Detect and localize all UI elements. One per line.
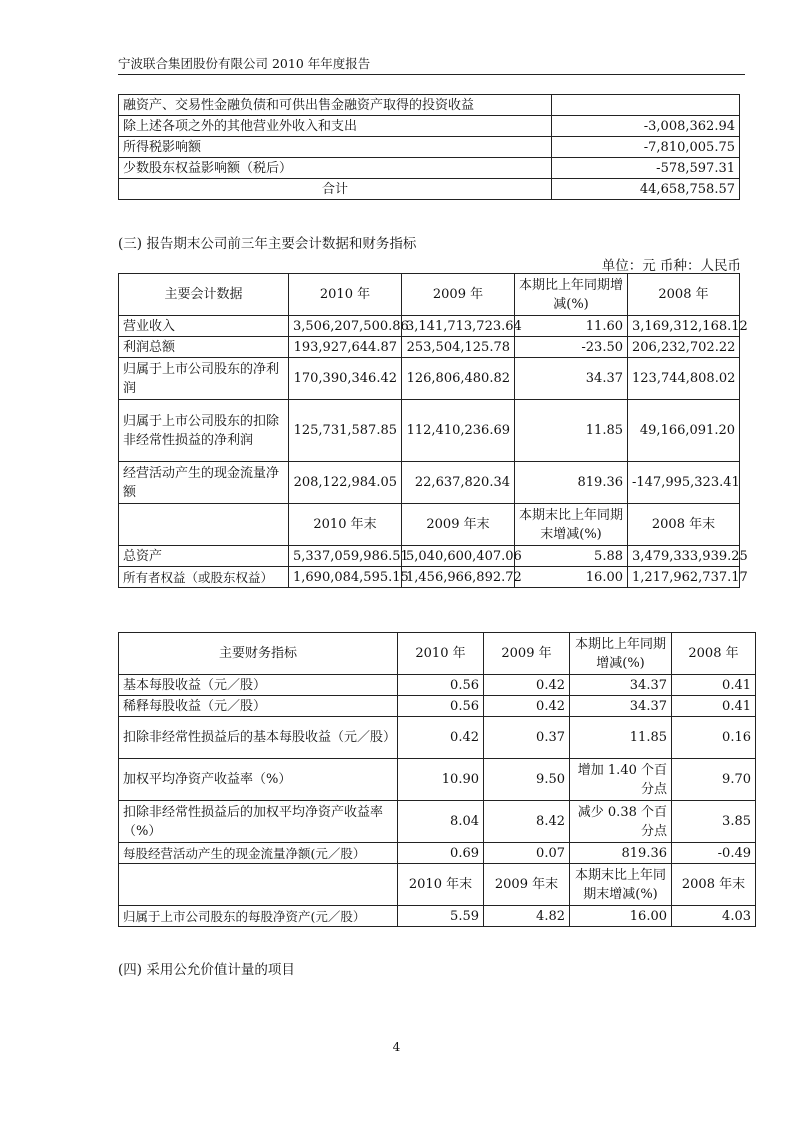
table-row <box>119 95 740 116</box>
page-number: 4 <box>392 1040 401 1054</box>
table-header-row <box>119 504 740 546</box>
table-row <box>119 675 756 696</box>
table-cell: 增加 1.40 个百分点 <box>570 759 672 801</box>
table-cell: 253,504,125.78 <box>402 337 515 358</box>
table-cell: -3,008,362.94 <box>552 116 740 137</box>
table-cell: 123,744,808.02 <box>628 358 740 400</box>
header-cell: 本期末比上年同期末增减(%) <box>515 504 628 546</box>
table-cell: 所得税影响额 <box>119 137 552 158</box>
table-cell: -7,810,005.75 <box>552 137 740 158</box>
table-cell: 819.36 <box>515 462 628 504</box>
section-3-title: (三) 报告期末公司前三年主要会计数据和财务指标 <box>118 236 417 252</box>
table-cell: 34.37 <box>570 675 672 696</box>
table-cell: 3,506,207,500.86 <box>289 316 402 337</box>
table-row <box>119 400 740 462</box>
financial-indicators-table <box>118 632 756 927</box>
header-cell: 2009 年 <box>402 274 515 316</box>
table-cell: 44,658,758.57 <box>552 179 740 200</box>
header-cell: 2008 年末 <box>672 864 756 906</box>
table-cell: 归属于上市公司股东的净利润 <box>119 358 289 400</box>
table-cell: 基本每股收益（元／股） <box>119 675 398 696</box>
table-cell: 11.85 <box>515 400 628 462</box>
table-cell: 稀释每股收益（元／股） <box>119 696 398 717</box>
header-cell: 本期末比上年同期末增减(%) <box>570 864 672 906</box>
table-cell: 3.85 <box>672 801 756 843</box>
table-cell: 5,040,600,407.06 <box>402 546 515 567</box>
table-row <box>119 567 740 588</box>
table-cell: 所有者权益（或股东权益） <box>119 567 289 588</box>
table-cell: 融资产、交易性金融负债和可供出售金融资产取得的投资收益 <box>119 95 552 116</box>
header-cell: 2009 年 <box>484 633 570 675</box>
header-cell: 主要财务指标 <box>119 633 398 675</box>
table-row <box>119 696 756 717</box>
table-cell: 1,690,084,595.15 <box>289 567 402 588</box>
table-cell: 0.42 <box>398 717 484 759</box>
header-cell: 本期比上年同期增减(%) <box>515 274 628 316</box>
table-row <box>119 717 756 759</box>
table-cell: 49,166,091.20 <box>628 400 740 462</box>
table-cell: 11.85 <box>570 717 672 759</box>
table-header-row <box>119 864 756 906</box>
table-cell: 206,232,702.22 <box>628 337 740 358</box>
header-divider <box>118 74 745 75</box>
table-row <box>119 906 756 927</box>
table-cell: 193,927,644.87 <box>289 337 402 358</box>
table-row <box>119 358 740 400</box>
table-cell: 34.37 <box>570 696 672 717</box>
header-cell: 2009 年末 <box>402 504 515 546</box>
table-cell: 扣除非经常性损益后的基本每股收益（元／股） <box>119 717 398 759</box>
table-cell: 营业收入 <box>119 316 289 337</box>
table-cell: 22,637,820.34 <box>402 462 515 504</box>
table-cell: 34.37 <box>515 358 628 400</box>
table-cell: 0.42 <box>484 675 570 696</box>
section-4-title: (四) 采用公允价值计量的项目 <box>118 962 295 978</box>
header-cell: 主要会计数据 <box>119 274 289 316</box>
table-cell: 4.82 <box>484 906 570 927</box>
table-cell: 16.00 <box>515 567 628 588</box>
report-header: 宁波联合集团股份有限公司 2010 年年度报告 <box>118 56 371 71</box>
table-cell: -578,597.31 <box>552 158 740 179</box>
table-header-row <box>119 274 740 316</box>
table-row <box>119 801 756 843</box>
accounting-data-table <box>118 273 748 588</box>
table-cell: 每股经营活动产生的现金流量净额(元／股） <box>119 843 398 864</box>
table-cell: 8.42 <box>484 801 570 843</box>
table-cell: 9.50 <box>484 759 570 801</box>
table-cell: 0.42 <box>484 696 570 717</box>
non-recurring-items-table <box>118 94 740 200</box>
table-cell: 3,141,713,723.64 <box>402 316 515 337</box>
table-cell: -23.50 <box>515 337 628 358</box>
table-cell: 8.04 <box>398 801 484 843</box>
header-cell: 2010 年 <box>398 633 484 675</box>
table-row <box>119 759 756 801</box>
table-row <box>119 337 740 358</box>
header-cell: 2010 年 <box>289 274 402 316</box>
header-cell: 2010 年末 <box>398 864 484 906</box>
header-cell: 2009 年末 <box>484 864 570 906</box>
header-cell <box>119 504 289 546</box>
table-cell: 0.41 <box>672 696 756 717</box>
table-cell: 16.00 <box>570 906 672 927</box>
table-cell: -147,995,323.41 <box>628 462 740 504</box>
table-cell: 170,390,346.42 <box>289 358 402 400</box>
table-row <box>119 158 740 179</box>
table-row <box>119 462 740 504</box>
table-cell: 经营活动产生的现金流量净额 <box>119 462 289 504</box>
table-cell: 合计 <box>119 179 552 200</box>
table-cell: 0.69 <box>398 843 484 864</box>
table-cell: 208,122,984.05 <box>289 462 402 504</box>
table-cell: 减少 0.38 个百分点 <box>570 801 672 843</box>
header-cell: 2008 年 <box>672 633 756 675</box>
table-cell: 112,410,236.69 <box>402 400 515 462</box>
table-cell: 利润总额 <box>119 337 289 358</box>
table-cell: 0.56 <box>398 675 484 696</box>
table-cell: 扣除非经常性损益后的加权平均净资产收益率（%） <box>119 801 398 843</box>
table-cell: 9.70 <box>672 759 756 801</box>
table-cell: 5.88 <box>515 546 628 567</box>
table-row <box>119 546 740 567</box>
header-cell <box>119 864 398 906</box>
table-cell: 归属于上市公司股东的每股净资产(元／股） <box>119 906 398 927</box>
header-cell: 2008 年 <box>628 274 740 316</box>
header-cell: 2008 年末 <box>628 504 740 546</box>
table-cell: 少数股东权益影响额（税后） <box>119 158 552 179</box>
table-row <box>119 137 740 158</box>
table-cell: 加权平均净资产收益率（%） <box>119 759 398 801</box>
table-cell: 5,337,059,986.51 <box>289 546 402 567</box>
table-cell: 4.03 <box>672 906 756 927</box>
table-cell: 0.41 <box>672 675 756 696</box>
table-cell: 125,731,587.85 <box>289 400 402 462</box>
table-cell: 5.59 <box>398 906 484 927</box>
table-cell: 0.56 <box>398 696 484 717</box>
table-cell: 1,456,966,892.72 <box>402 567 515 588</box>
table-row <box>119 316 740 337</box>
table-cell: 10.90 <box>398 759 484 801</box>
table-cell: 归属于上市公司股东的扣除非经常性损益的净利润 <box>119 400 289 462</box>
table-cell: -0.49 <box>672 843 756 864</box>
table-cell: 11.60 <box>515 316 628 337</box>
unit-label: 单位：元 币种：人民币 <box>601 258 741 274</box>
table-cell: 1,217,962,737.17 <box>628 567 740 588</box>
table-cell: 3,479,333,939.25 <box>628 546 740 567</box>
header-cell: 本期比上年同期增减(%) <box>570 633 672 675</box>
table-cell: 0.37 <box>484 717 570 759</box>
table-cell: 总资产 <box>119 546 289 567</box>
table-row <box>119 116 740 137</box>
table-row <box>119 179 740 200</box>
table-header-row <box>119 633 756 675</box>
table-cell <box>552 95 740 116</box>
table-cell: 126,806,480.82 <box>402 358 515 400</box>
table-row <box>119 843 756 864</box>
table-cell: 0.16 <box>672 717 756 759</box>
table-cell: 3,169,312,168.12 <box>628 316 740 337</box>
table-cell: 除上述各项之外的其他营业外收入和支出 <box>119 116 552 137</box>
header-cell: 2010 年末 <box>289 504 402 546</box>
table-cell: 0.07 <box>484 843 570 864</box>
table-cell: 819.36 <box>570 843 672 864</box>
